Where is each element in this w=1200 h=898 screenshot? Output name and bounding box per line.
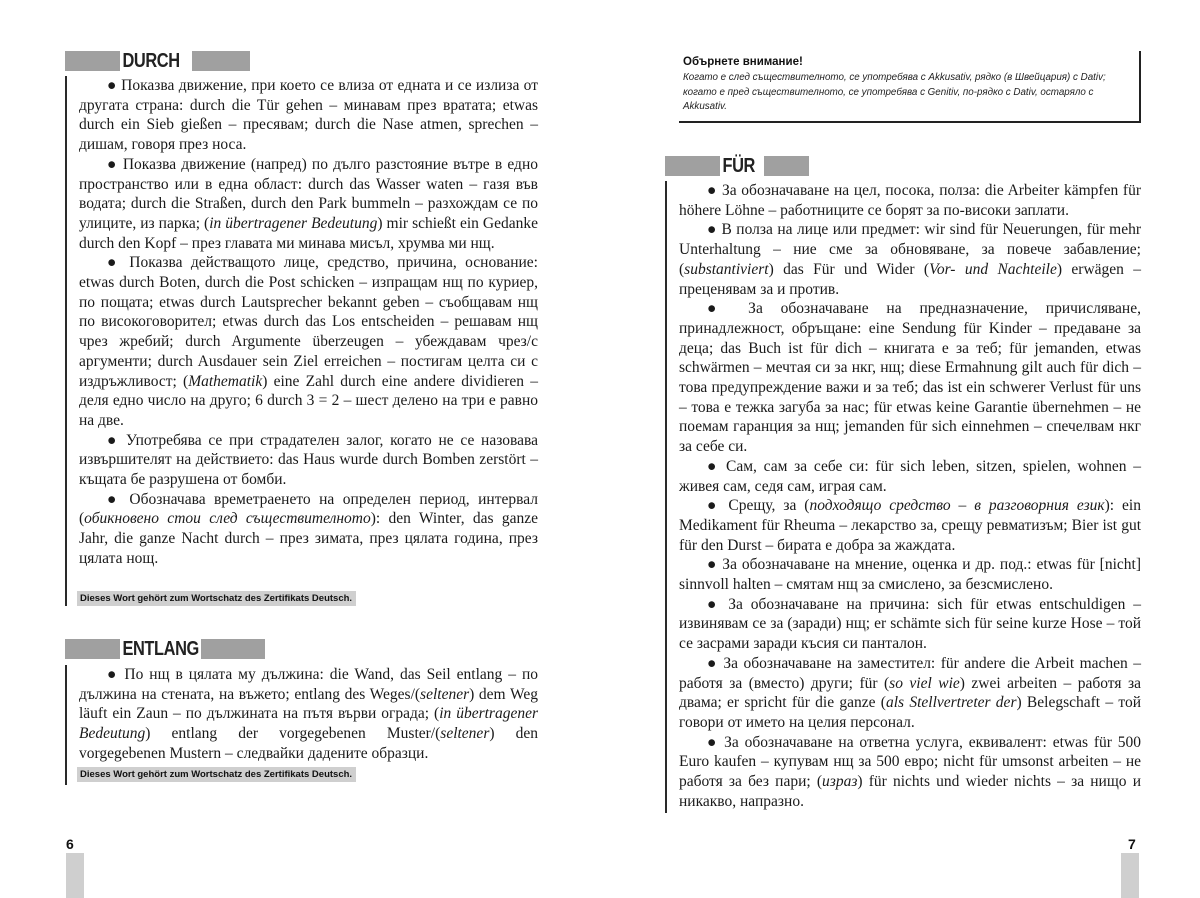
entry-paragraph xyxy=(79,155,538,254)
entry-paragraph xyxy=(679,555,1141,594)
italic-segment: Vor- und Nachteile xyxy=(929,260,1057,278)
notice-title: Обърнете внимание! xyxy=(683,56,803,68)
text-segment: ) Belegschaft – той говори от името на целия персонал. xyxy=(679,694,1142,731)
left-page xyxy=(0,0,600,895)
text-segment: ● За обозначаване на ответна услуга, еквивалент: etwas für 500 Euro kaufen – купувам нщ за 500 евро; nicht für umsonst arbeiten – не работя за без пари; ( xyxy=(679,733,1141,791)
entry-paragraph xyxy=(679,299,1141,457)
notice-line: Когато е след съществителното, се употребява с Akkusativ, рядко (в Швейцария) с Dativ; xyxy=(683,72,1106,83)
entlang-text xyxy=(67,665,538,764)
text-segment: ): den Winter, das ganze Jahr, die ganze Nacht durch – през зимата, през цялата година, през цялата нощ. xyxy=(79,510,539,567)
italic-segment: substantiviert xyxy=(684,260,769,278)
wortschatz-note-entlang: Dieses Wort gehört zum Wortschatz des Zertifikats Deutsch. xyxy=(77,767,356,782)
entry-paragraph xyxy=(679,496,1141,555)
notice-line: Akkusativ. xyxy=(683,101,727,113)
text-segment: ● За обозначаване на мнение, оценка и др. под.: etwas für [nicht] sinnvoll halten – смятам нщ за смислено, за безсмислено. xyxy=(679,556,1141,594)
page-tab-left xyxy=(66,853,84,898)
header-bar-left xyxy=(65,51,120,71)
entry-paragraph xyxy=(79,490,538,569)
italic-segment: подходящо средство – в разговорния език xyxy=(809,497,1105,515)
text-segment: ● В полза на лице или предмет: wir sind für Neuerungen, für mehr Unterhaltung – ние сме за обновяване, за повече забавление; ( xyxy=(679,221,1141,278)
italic-segment: израз xyxy=(822,773,858,791)
entry-paragraph xyxy=(679,595,1141,654)
italic-segment: Mathematik xyxy=(188,372,263,390)
text-segment: ● За обозначаване на предназначение, причисляване, принадлежност, обръщане: eine Sendung für Kinder – предаване за деца; das Buch ist für dich – книгата е за теб; für jemanden, etwas schwärmen – мечтая си за нкг, нщ; diese Ermahnung gilt auch für dich – това предупреждение важи и за теб; das ist ein schwerer Verlust für uns – това е тежка загуба за нас; für etwas keine Garantie übernehmen – не поемам гаранция за нщ; jemanden für sich einnehmen – спечелвам нкг за себе си. xyxy=(679,300,1141,456)
entry-paragraph xyxy=(79,253,538,430)
notice-line: когато е пред съществителното, се употребява с Genitiv, по-рядко с Dativ, остаряло с xyxy=(683,86,1094,98)
text-segment: ● Показва движение, при което се влиза от едната и се излиза от другата страна: durch die Tür gehen – минавам през вратата; etwas durch ein Sieb gießen – пресявам; durch die Nase atmen, sprechen – дишам, говоря през носа. xyxy=(79,77,538,154)
header-bar-right xyxy=(764,156,809,176)
text-segment: ) mir schießt ein Gedanke durch den Kopf – през главата ми минава мисъл, хрумва ми нщ. xyxy=(79,214,539,252)
text-segment: ) eine Zahl durch eine andere dividieren – деля едно число на друго; 6 durch 3 = 2 – шест делено на три е равно на две. xyxy=(79,372,538,429)
entry-paragraph xyxy=(79,665,538,764)
header-bar-left xyxy=(65,639,120,659)
italic-segment: so viel wie xyxy=(889,674,960,692)
text-segment: ● За обозначаване на заместител: für andere die Arbeit machen – работя за (вместо) други; für ( xyxy=(679,654,1141,692)
durch-text xyxy=(67,76,538,569)
text-segment: ) das Für und Wider ( xyxy=(768,260,930,278)
durch-title: DURCH xyxy=(122,50,180,72)
text-segment: ● Сам, сам за себе си: für sich leben, sitzen, spielen, wohnen – живея сам, седя сам, играя сам. xyxy=(679,457,1141,495)
page-number-right: 7 xyxy=(1128,836,1136,852)
text-segment: ● По нщ в цялата му дължина: die Wand, das Seil entlang – по дължина на стената, на въжето; entlang des Weges/( xyxy=(79,666,538,703)
text-segment: ● Обозначава времетраенето на определен период, интервал ( xyxy=(79,490,538,528)
text-segment: ● За обозначаване на причина: sich für etwas entschuldigen – извинявам се за (заради) нщ; er schämte sich für seine kurze Hose – той се засрами заради късия си панталон. xyxy=(679,595,1141,653)
header-bar-left xyxy=(665,156,720,176)
italic-segment: seltener xyxy=(420,685,470,703)
italic-segment: обикновено стои след съществителното xyxy=(84,510,371,528)
italic-segment: in übertragener Bedeutung xyxy=(79,705,538,743)
notice-text xyxy=(683,71,1133,115)
fuer-entries xyxy=(665,181,1141,813)
text-segment: ) dem Weg läuft ein Zaun – по дължината на пътя върви ограда; ( xyxy=(79,685,538,723)
italic-segment: seltener xyxy=(440,725,490,743)
entlang-header xyxy=(65,639,265,659)
fuer-header xyxy=(665,156,809,176)
wortschatz-note-durch: Dieses Wort gehört zum Wortschatz des Zertifikats Deutsch. xyxy=(77,591,356,606)
right-page xyxy=(600,0,1200,895)
text-segment: ) für nichts und wieder nichts – за нищо и никакво, напразно. xyxy=(679,773,1141,810)
entry-paragraph xyxy=(679,733,1141,812)
entlang-title: ENTLANG xyxy=(122,638,199,660)
text-segment: ● Показва действащото лице, средство, причина, основание: etwas durch Boten, durch die Post schicken – изпращам нщ по куриер, по пощата; etwas durch Lautsprecher bekannt geben – съобщавам нщ по високоговорител; etwas durch das Los entscheiden – решавам нщ чрез жребий; durch Argumente überzeugen – убеждавам чрез/с аргументи; durch Ausdauer sein Ziel erreichen – постигам целта си с издръжливост; ( xyxy=(79,254,538,390)
header-bar-right xyxy=(201,639,265,659)
text-segment: ) den vorgegebenen Mustern – следвайки дадените образци. xyxy=(79,725,538,762)
entry-paragraph xyxy=(79,431,538,490)
text-segment: ) entlang der vorgegebenen Muster/( xyxy=(145,725,441,743)
text-segment: ) erwägen – преценявам за и против. xyxy=(679,260,1142,298)
durch-header xyxy=(65,51,250,71)
notice-box xyxy=(679,51,1141,123)
fuer-text xyxy=(667,181,1141,812)
page-tab-right xyxy=(1121,853,1139,898)
italic-segment: als Stellvertreter der xyxy=(885,694,1017,712)
text-segment: ) zwei arbeiten – работя за двама; er spricht für die ganze ( xyxy=(679,674,1141,712)
entry-paragraph xyxy=(679,654,1141,733)
page-number-left: 6 xyxy=(66,836,74,852)
header-bar-right xyxy=(192,51,250,71)
text-segment: ): ein Medikament für Rheuma – лекарство за, срещу ревматизъм; Bier ist gut für den Durst – бирата е добра за жаждата. xyxy=(679,497,1141,554)
fuer-title: FÜR xyxy=(722,155,755,177)
text-segment: ● За обозначаване на цел, посока, полза: die Arbeiter kämpfen für höhere Löhne – работниците се борят за по-високи заплати. xyxy=(679,182,1141,219)
text-segment: ● Срещу, за ( xyxy=(707,497,810,515)
text-segment: ● Употребява се при страдателен залог, когато не се назовава извършителят на действието: das Haus wurde durch Bomben zerstört – къщата бе разрушена от бомби. xyxy=(79,431,538,489)
entry-paragraph xyxy=(79,76,538,155)
italic-segment: in übertragener Bedeutung xyxy=(209,214,378,232)
entry-paragraph xyxy=(679,457,1141,496)
text-segment: ● Показва движение (напред) по дълго разстояние вътре в едно пространство или в една област: durch das Wasser waten – газя във водата; durch die Straßen, durch den Park bummeln – разхождам се по улиците, из парка; ( xyxy=(79,155,538,232)
entry-paragraph xyxy=(679,181,1141,220)
entry-paragraph xyxy=(679,220,1141,299)
durch-entries xyxy=(65,76,538,606)
